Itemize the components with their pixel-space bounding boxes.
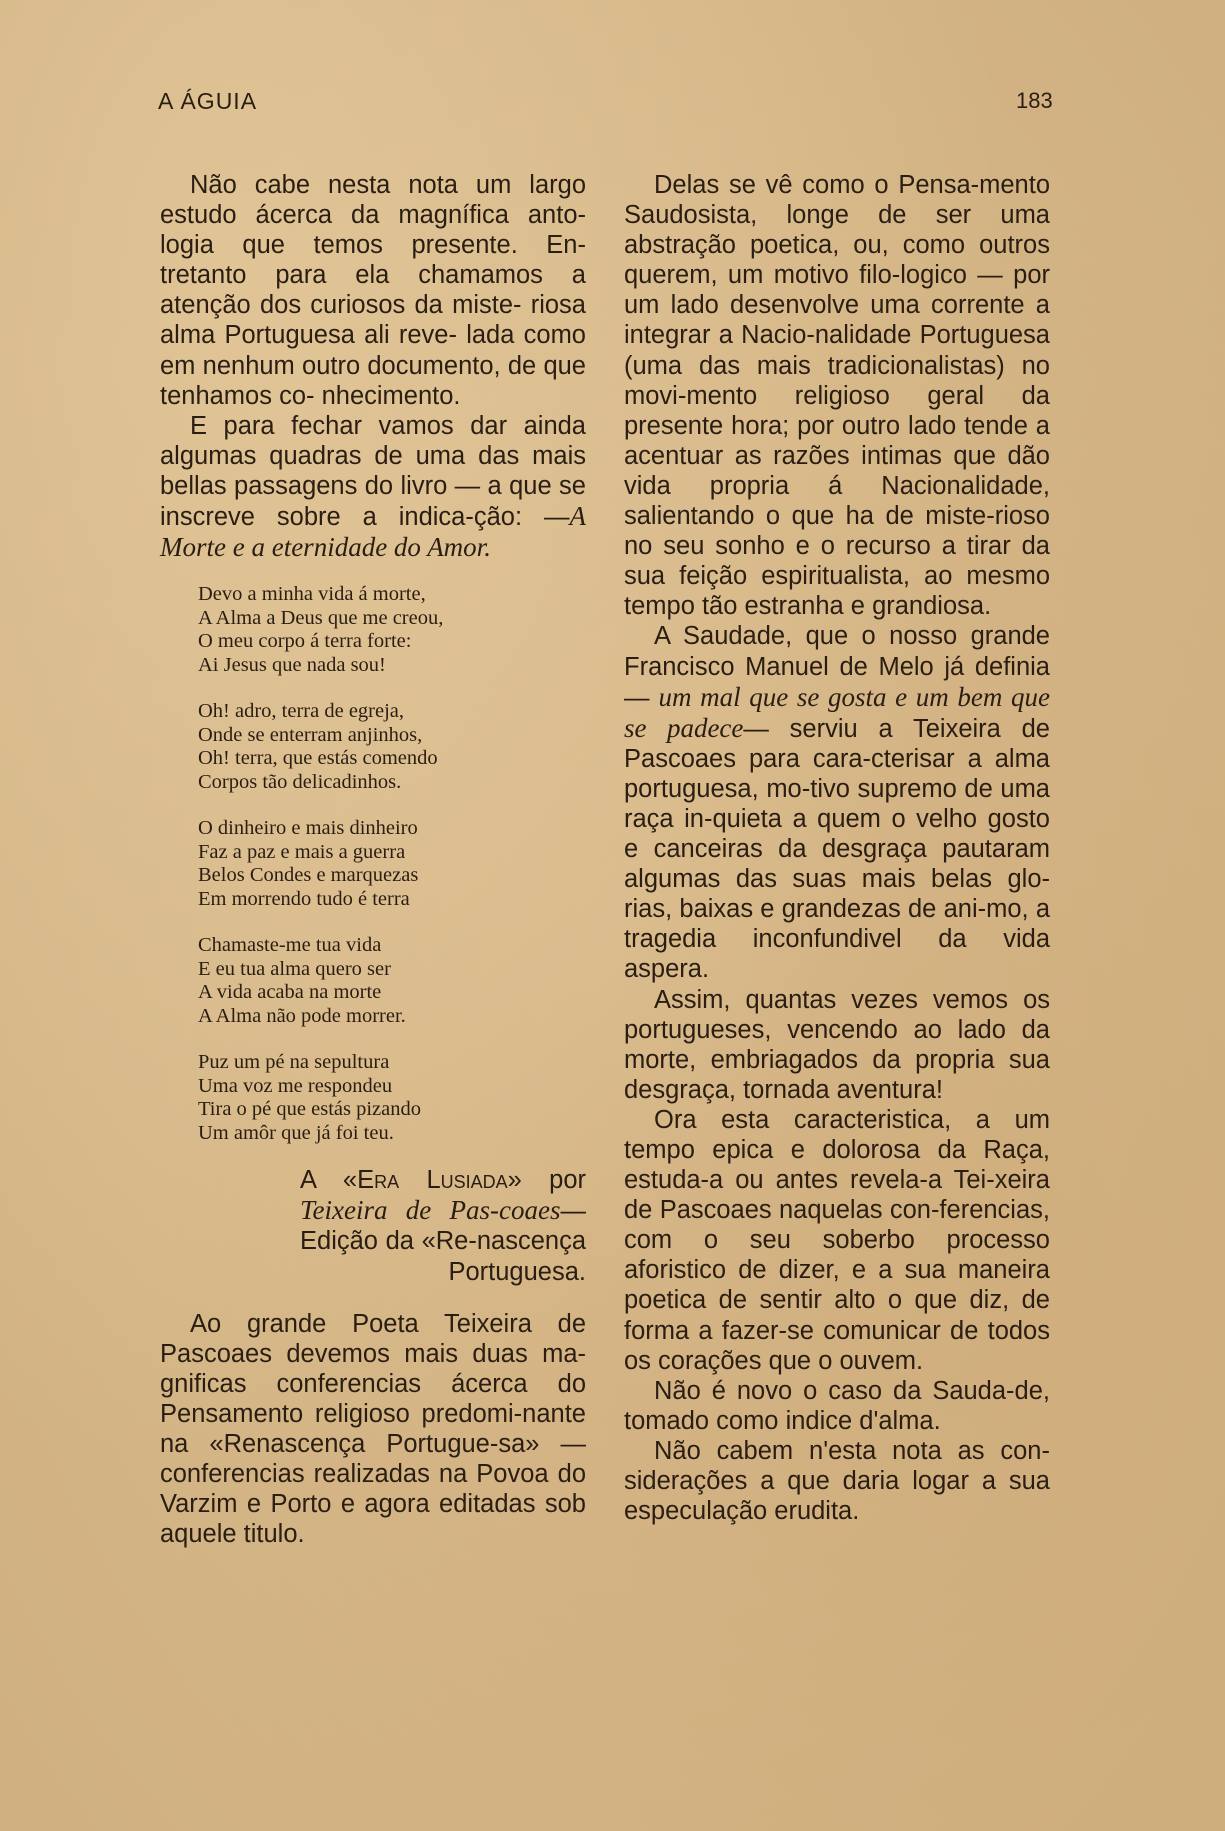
poem-verse: A vida acaba na morte: [198, 981, 382, 1004]
poem-verse: Uma voz me respondeu: [198, 1074, 393, 1097]
poem-verse: Ai Jesus que nada sou!: [198, 653, 386, 676]
poem-stanza: [198, 583, 586, 677]
poem-stanza: [198, 817, 586, 911]
left-paragraph-1-line: tretanto para ela chamamos a: [160, 261, 586, 290]
poem-verse: O dinheiro e mais dinheiro: [198, 817, 418, 840]
poem-verse: Tira o pé que estás pizando: [198, 1098, 421, 1121]
left-paragraph-1-line: lada como em nenhum outro: [160, 321, 586, 380]
right-paragraph-4: Ora esta caracteristica, a um tempo epica e dolorosa da Raça, estuda-a ou antes revela-a Tei-xeira de Pascoaes naquelas con-ferencias, com o seu soberbo processo aforistico de dizer, e a sua maneira poetica de sentir alto o que diz, de forma a fazer-se comunicar de todos os corações que o ouvem.: [624, 1105, 1050, 1375]
poem-verse: Devo a minha vida á morte,: [198, 583, 426, 606]
poem-verse: E eu tua alma quero ser: [198, 957, 391, 980]
left-paragraph-3: Ao grande Poeta Teixeira de Pascoaes devemos mais duas ma-gnificas conferencias ácerca do Pensamento religioso predomi-nante na «Renascença Portugue-sa» — conferencias realizadas na Povoa do Varzim e Porto e agora editadas sob aquele titulo.: [160, 1309, 586, 1549]
poem-verse: Em morrendo tudo é terra: [198, 887, 410, 910]
left-paragraph-2-text: E para fechar vamos dar ainda algumas quadras de uma das mais bellas passagens do livro — a que se inscreve sobre a indica-ção: —: [160, 411, 586, 532]
left-paragraph-1-line: riosa alma Portuguesa ali reve-: [160, 291, 586, 350]
poem-verse: Puz um pé na sepultura: [198, 1051, 390, 1074]
poem: [198, 583, 586, 1145]
left-paragraph-1-line: logia que temos presente. En-: [160, 231, 586, 260]
poem-stanza: [198, 1051, 586, 1145]
right-paragraph-2: [624, 621, 1050, 984]
poem-stanza: [198, 934, 586, 1028]
cited-section-title: A Morte e a eternidade do Amor.: [160, 501, 586, 563]
page-number: 183: [1016, 88, 1053, 113]
poem-verse: Faz a paz e mais a guerra: [198, 840, 406, 863]
poem-verse: Oh! terra, que estás comendo: [198, 747, 438, 770]
notice-prefix: A «: [300, 1166, 358, 1195]
left-paragraph-2: [160, 411, 586, 563]
right-paragraph-2-start: A Saudade, que o nosso grande Francisco Manuel de Melo já definia —: [624, 622, 1050, 712]
left-paragraph-1-line: atenção dos curiosos da miste-: [160, 291, 531, 320]
right-paragraph-2-end: — serviu a Teixeira de Pascoaes para cara-cterisar a alma portuguesa, mo-tivo supremo de uma raça in-quieta a quem o velho gosto e canceiras da desgraça pautaram algumas das suas mais belas glo-rias, baixas e grandezas de ani-mo, a tragedia inconfundivel da vida aspera.: [624, 714, 1050, 984]
notice-after-title: » por: [507, 1166, 586, 1195]
left-paragraph-1-line: estudo ácerca da magnífica anto-: [160, 201, 586, 230]
book-notice-heading: [300, 1165, 586, 1286]
notice-author: Teixeira de Pas-coaes: [300, 1195, 561, 1226]
poem-verse: Corpos tão delicadinhos.: [198, 770, 402, 793]
notice-edition: —Edição da «Re-nascença Portuguesa.: [300, 1197, 586, 1286]
right-column: [624, 170, 1050, 1526]
right-paragraph-6: Não cabem n'esta nota as con-siderações a que daria logar a sua especulação erudita.: [624, 1436, 1050, 1526]
poem-verse: A Alma não pode morrer.: [198, 1004, 406, 1027]
poem-stanza: [198, 700, 586, 794]
poem-verse: O meu corpo á terra forte:: [198, 630, 412, 653]
left-paragraph-1: [160, 170, 586, 411]
left-paragraph-1-line: documento, de que tenhamos co-: [160, 351, 586, 410]
poem-verse: A Alma a Deus que me creou,: [198, 606, 444, 629]
poem-verse: Chamaste-me tua vida: [198, 934, 382, 957]
poem-verse: Oh! adro, terra de egreja,: [198, 700, 405, 723]
notice-work-title: Era Lusiada: [357, 1166, 508, 1195]
poem-verse: Um amôr que já foi teu.: [198, 1121, 394, 1144]
running-title: A ÁGUIA: [158, 88, 258, 114]
saudade-definition-quote: um mal que se gosta e um bem que se padece: [624, 681, 1050, 743]
left-column: [160, 170, 586, 1549]
right-paragraph-3: Assim, quantas vezes vemos os portugueses, vencendo ao lado da morte, embriagados da propria sua desgraça, tornada aventura!: [624, 985, 1050, 1104]
right-paragraph-1: Delas se vê como o Pensa-mento Saudosista, longe de ser uma abstração poetica, ou, como outros querem, um motivo filo-logico — por um lado desenvolve uma corrente a integrar a Nacio-nalidade Portuguesa (uma das mais tradicionalistas) no movi-mento religioso geral da presente hora; por outro lado tende a acentuar as razões intimas que dão vida propria á Nacionalidade, salientando o que ha de miste-rioso no seu sonho e o recurso a tirar da sua feição espiritualista, ao mesmo tempo tão estranha e grandiosa.: [624, 171, 1050, 621]
left-paragraph-1-line: nhecimento.: [321, 381, 461, 410]
left-paragraph-1-line: Não cabe nesta nota um largo: [190, 171, 586, 199]
poem-verse: Onde se enterram anjinhos,: [198, 723, 423, 746]
poem-verse: Belos Condes e marquezas: [198, 864, 419, 887]
right-paragraph-5: Não é novo o caso da Sauda-de, tomado como indice d'alma.: [624, 1376, 1050, 1435]
